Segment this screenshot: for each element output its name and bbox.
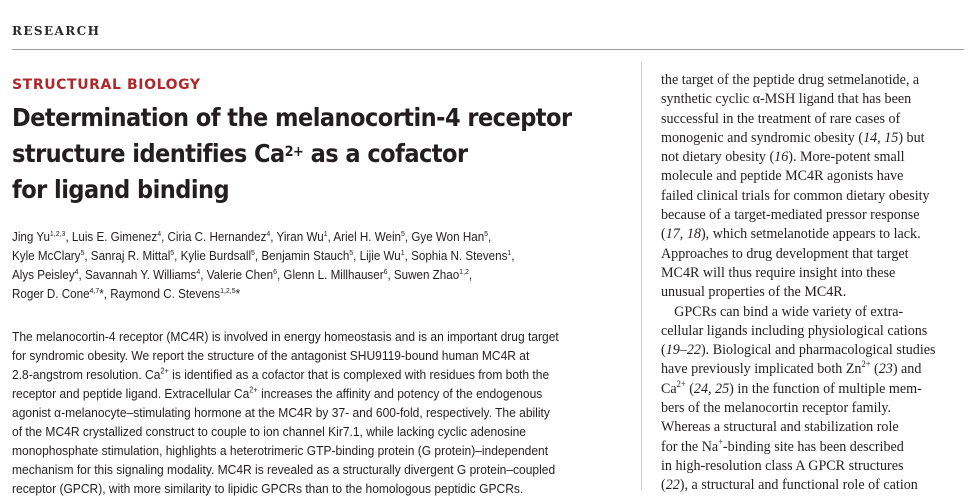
affiliation-marker: 4	[196, 266, 201, 276]
header-divider	[12, 49, 964, 50]
abstract-text: monophosphate stimulation, highlights a heterotrimeric GTP-binding protein (G protein)–independent	[12, 443, 549, 458]
author-name: , Glenn L. Millhauser	[276, 268, 384, 282]
body-text: the target of the peptide drug setmelanotide, a	[661, 72, 920, 88]
author-name: Jing Yu	[12, 230, 50, 244]
abstract-text: of the MC4R crystallized construct to couple to ion channel Kir7.1, while lacking cyclic adenosine	[12, 424, 526, 439]
author-name: , Sanraj R. Mittal	[84, 249, 171, 263]
author-line	[12, 266, 607, 285]
author-name: *	[235, 287, 241, 301]
abstract-line	[12, 441, 636, 460]
body-line	[661, 360, 960, 379]
author-name: , Suwen Zhao	[387, 268, 460, 282]
body-text: Whereas a structural and stabilization role	[661, 419, 899, 436]
body-column	[661, 71, 960, 496]
abstract-line	[12, 403, 636, 422]
body-line	[661, 71, 960, 90]
affiliation-marker: 5	[401, 228, 405, 238]
body-line	[661, 148, 960, 167]
author-name: , Sophia N. Stevens	[404, 249, 508, 263]
body-text: have previously implicated both Zn	[661, 361, 862, 378]
author-name: , Valerie Chen	[200, 268, 274, 282]
author-name: Roger D. Cone	[12, 287, 90, 301]
affiliation-marker: 1,2,5	[220, 285, 236, 295]
citation: 22	[665, 477, 680, 494]
citation: 16	[774, 149, 789, 166]
abstract-text: increases the affinity and potency of the endogenous	[257, 386, 543, 401]
citation: 24, 25	[693, 380, 730, 397]
body-line	[661, 457, 960, 476]
affiliation-marker: 1	[400, 247, 405, 257]
body-text: because of a target-mediated pressor response	[661, 207, 920, 224]
abstract-text: receptor and peptide ligand. Extracellular Ca	[12, 386, 250, 401]
body-line	[661, 341, 960, 360]
title-line	[12, 136, 578, 172]
abstract-text: receptor (GPCR), with more similarity to lipidic GPCRs than to the homologous peptidic GPCRs.	[12, 481, 524, 496]
superscript: 2+	[676, 378, 686, 389]
section-label: RESEARCH	[12, 24, 101, 38]
author-name: , Lijie Wu	[353, 249, 401, 263]
abstract-text: is identified as a cofactor that is complexed with residues from both the	[168, 367, 550, 382]
body-text: (	[870, 361, 879, 378]
author-name: Kyle McClary	[12, 249, 81, 263]
affiliation-marker: 4,7	[89, 285, 100, 295]
citation: 19–22	[665, 342, 701, 359]
body-line	[661, 399, 960, 418]
author-name: , Benjamin Stauch	[254, 249, 350, 263]
author-name: , Ariel H. Wein	[327, 230, 402, 244]
affiliation-marker: 5	[484, 228, 489, 238]
body-line	[661, 187, 960, 206]
abstract-line	[12, 327, 636, 346]
superscript: 2+	[249, 385, 258, 395]
author-name: ,	[511, 249, 515, 263]
body-text: synthetic cyclic α-MSH ligand that has been	[661, 91, 912, 108]
body-line	[661, 110, 960, 129]
body-line	[661, 264, 960, 283]
author-line	[12, 228, 607, 247]
superscript: 2+	[861, 359, 871, 370]
author-name: , Kylie Burdsall	[174, 249, 252, 263]
body-text: bers of the melanocortin receptor family.	[661, 400, 892, 417]
column-divider	[641, 62, 642, 490]
author-name: , Luis E. Gimenez	[65, 230, 158, 244]
affiliation-marker: 5	[80, 247, 85, 257]
abstract-line	[12, 422, 636, 441]
body-line	[661, 283, 960, 302]
abstract-line	[12, 365, 636, 384]
affiliation-marker: 5	[170, 247, 175, 257]
body-line	[661, 206, 960, 225]
title-superscript: 2+	[284, 144, 304, 160]
body-line	[661, 380, 960, 399]
affiliation-marker: 4	[74, 266, 79, 276]
body-text: ). More-potent small	[788, 149, 905, 166]
body-text: (	[661, 226, 666, 243]
body-line	[661, 476, 960, 495]
body-line	[661, 225, 960, 244]
body-line	[661, 418, 960, 437]
title-text: structure identifies Ca	[12, 139, 285, 168]
body-text: ) but	[898, 129, 925, 146]
body-text: molecule and peptide MC4R agonists have	[661, 168, 904, 185]
affiliation-marker: 1	[323, 228, 328, 238]
title-line: Determination of the melanocortin-4 receptor	[12, 103, 572, 132]
abstract-text: agonist α-melanocyte–stimulating hormone at the MC4R by 37- and 600-fold, respectively. The ability	[12, 405, 550, 420]
article-category: STRUCTURAL BIOLOGY	[12, 77, 201, 93]
abstract-text: for syndromic obesity. We report the structure of the antagonist SHU9119-bound human MC4R at	[12, 348, 530, 363]
affiliation-marker: 6	[383, 266, 388, 276]
body-text: ), which setmelanotide appears to lack.	[700, 226, 921, 243]
body-text: ) in the function of multiple mem-	[729, 380, 922, 397]
body-text: (	[685, 380, 694, 397]
abstract	[12, 327, 636, 498]
superscript: 2+	[160, 366, 169, 376]
author-name: ,	[468, 268, 473, 282]
body-line	[661, 245, 960, 264]
affiliation-marker: 1	[507, 247, 512, 257]
abstract-line	[12, 460, 636, 479]
affiliation-marker: 6	[273, 266, 277, 276]
author-name: ,	[488, 230, 492, 244]
title-line: for ligand binding	[12, 175, 230, 204]
body-text: GPCRs can bind a wide variety of extra-	[674, 303, 904, 320]
body-line	[661, 129, 960, 148]
abstract-text: 2.8-angstrom resolution. Ca	[12, 367, 161, 382]
body-text: (	[661, 342, 666, 359]
author-name: , Ciria C. Hernandez	[161, 230, 267, 244]
body-line	[661, 90, 960, 109]
author-line	[12, 285, 607, 304]
abstract-line	[12, 479, 636, 498]
body-text: MC4R will thus require insight into these	[661, 264, 896, 281]
body-text: failed clinical trials for common dietary obesity	[661, 187, 930, 204]
body-line	[661, 167, 960, 186]
body-text: not dietary obesity (	[661, 149, 775, 166]
body-text: Approaches to drug development that target	[661, 245, 909, 262]
body-line	[661, 438, 960, 457]
superscript: +	[718, 436, 723, 447]
body-text: for the Na	[661, 438, 719, 455]
body-line	[661, 322, 960, 341]
affiliation-marker: 5	[251, 247, 255, 257]
title-text: as a cofactor	[303, 139, 468, 168]
citation: 23	[878, 361, 893, 378]
author-name: , Gye Won Han	[404, 230, 485, 244]
affiliation-marker: 4	[157, 228, 162, 238]
body-text: ). Biological and pharmacological studies	[700, 342, 936, 359]
affiliation-marker: 5	[349, 247, 354, 257]
abstract-line	[12, 346, 636, 365]
author-name: , Savannah Y. Williams	[78, 268, 197, 282]
citation: 14, 15	[863, 129, 899, 146]
body-text: unusual properties of the MC4R.	[661, 284, 847, 301]
body-line	[661, 303, 960, 322]
affiliation-marker: 1,2,3	[49, 228, 66, 238]
citation: 17, 18	[665, 226, 701, 243]
author-name: *, Raymond C. Stevens	[99, 287, 221, 301]
body-text: successful in the treatment of rare cases of	[661, 110, 901, 127]
body-text: ) and	[892, 361, 922, 378]
author-list	[12, 228, 607, 304]
body-text: cellular ligands including physiological cations	[661, 322, 928, 339]
body-text: Ca	[661, 380, 677, 397]
body-text: -binding site has been described	[722, 438, 904, 455]
article-title	[12, 100, 578, 208]
body-text: monogenic and syndromic obesity (	[661, 129, 864, 146]
author-name: Alys Peisley	[12, 268, 75, 282]
abstract-text: The melanocortin-4 receptor (MC4R) is involved in energy homeostasis and is an important drug target	[12, 329, 559, 344]
body-text: in high-resolution class A GPCR structures	[661, 457, 904, 474]
affiliation-marker: 1,2	[459, 266, 469, 276]
body-text: (	[661, 477, 666, 494]
author-line	[12, 247, 607, 266]
abstract-text: mechanism for this signaling modality. MC4R is revealed as a structurally divergent G protein–coupled	[12, 462, 556, 477]
body-text: ), a structural and functional role of cation	[679, 477, 918, 494]
author-name: , Yiran Wu	[270, 230, 324, 244]
abstract-line	[12, 384, 636, 403]
affiliation-marker: 4	[266, 228, 271, 238]
